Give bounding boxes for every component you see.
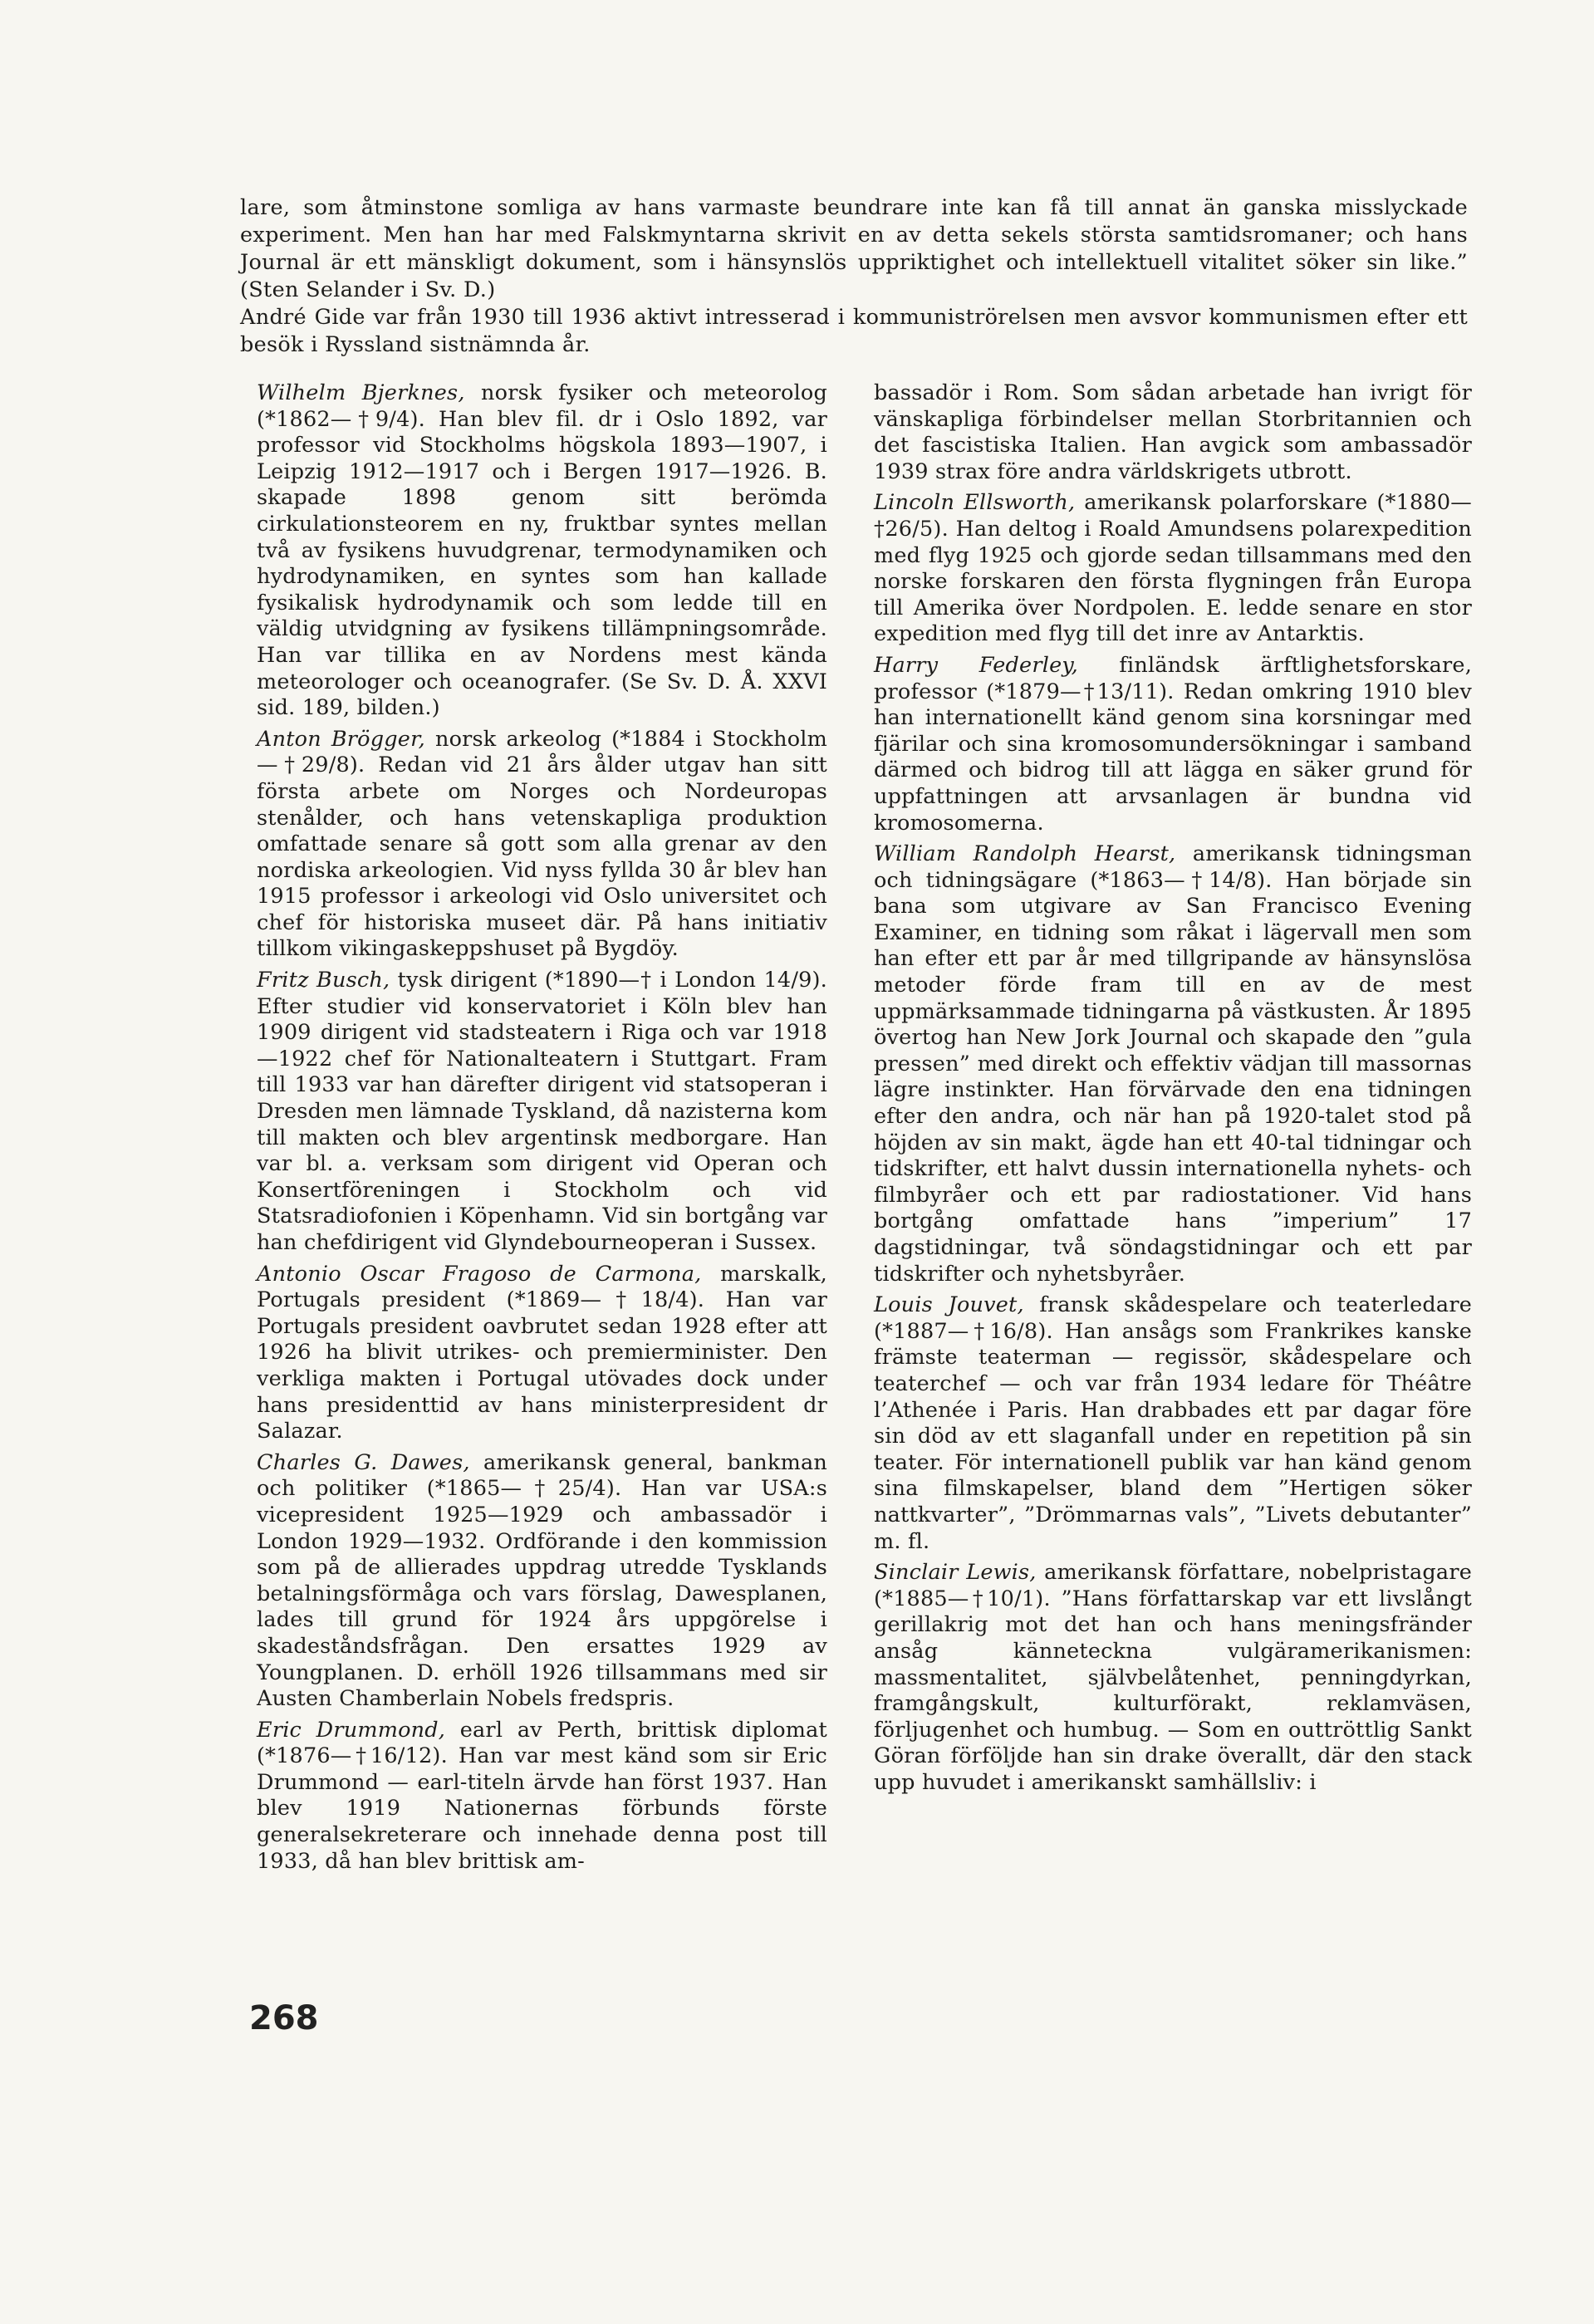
entry-text: amerikansk författare, nobelpristagare (*1885—†10/1). ”Hans författarskap var ett livslångt gerillakrig mot det han och hans meningsfränder ansåg känneteckna vulgäramerikanismen: massmentalitet, självbelåtenhet, penningdyrkan, framgångskult, kulturförakt, reklamväsen, förljugenhet och humbug. — Som en outtröttlig Sankt Göran förföljde han sin drake överallt, där den stack upp huvudet i amerikanskt samhällsliv: i	[874, 1560, 1472, 1795]
entry-name: Louis Jouvet,	[874, 1292, 1024, 1318]
entry-name: Anton Brögger,	[257, 726, 425, 752]
entry-name: Charles G. Dawes,	[257, 1449, 470, 1475]
entry-text: amerikansk polarforskare (*1880—†26/5). Han deltog i Roald Amundsens polarexpedition med flyg 1925 och gjorde sedan tillsammans med den norske forskaren den första flygningen från Europa till Amerika över Nordpolen. E. ledde senare en stor expedition med flyg till det inre av Antarktis.	[874, 490, 1473, 647]
entry-text: bassadör i Rom. Som sådan arbetade han ivrigt för vänskapliga förbindelser mellan Storbritannien och det fascistiska Italien. Han avgick som ambassadör 1939 strax före andra världskrigets utbrott.	[874, 380, 1472, 484]
left-column	[257, 380, 827, 1880]
obituary-entry	[874, 1292, 1472, 1555]
right-column	[874, 380, 1472, 1801]
intro-paragraph: lare, som åtminstone somliga av hans varmaste beundrare inte kan få till annat än ganska misslyckade experiment. Men han har med Falskmyntarna skrivit en av detta sekels största samtidsromaner; och hans Journal är ett mänskligt dokument, som i hänsynslös uppriktighet och intellektuell vitalitet söker sin like.” (Sten Selander i Sv. D.)	[240, 195, 1468, 302]
entry-text: earl av Perth, brittisk diplomat (*1876—†16/12). Han var mest känd som sir Eric Drummond — earl-titeln ärvde han först 1937. Han blev 1919 Nationernas förbunds förste generalsekreterare och innehade denna post till 1933, då han blev brittisk am-	[257, 1717, 827, 1874]
intro-paragraph: André Gide var från 1930 till 1936 aktivt intresserad i kommuniströrelsen men avsvor kommunismen efter ett besök i Ryssland sistnämnda år.	[240, 305, 1468, 357]
entry-text: norsk arkeolog (*1884 i Stockholm—†29/8). Redan vid 21 års ålder utgav han sitt första arbete om Norges och Nordeuropas stenålder, och hans vetenskapliga produktion omfattade senare så gott som alla grenar av den nordiska arkeologien. Vid nyss fyllda 30 år blev han 1915 professor i arkeologi vid Oslo universitet och chef för historiska museet där. På hans initiativ tillkom vikingaskeppshuset på Bygdöy.	[257, 726, 827, 962]
obituary-entry	[874, 1560, 1472, 1796]
entry-text: tysk dirigent (*1890—† i London 14/9). Efter studier vid konservatoriet i Köln blev han 1909 dirigent vid stadsteatern i Riga och var 1918—1922 chef för Nationalteatern i Stuttgart. Fram till 1933 var han därefter dirigent vid statsoperan i Dresden men lämnade Tyskland, då nazisterna kom till makten och blev argentinsk medborgare. Han var bl. a. verksam som dirigent vid Operan och Konsertföreningen i Stockholm och vid Statsradiofonien i Köpenhamn. Vid sin bortgång var han chefdirigent vid Glyndebourneoperan i Sussex.	[257, 968, 827, 1255]
entry-name: Wilhelm Bjerknes,	[257, 380, 465, 405]
entry-text: norsk fysiker och meteorolog (*1862—†9/4). Han blev fil. dr i Oslo 1892, var professor vid Stockholms högskola 1893—1907, i Leipzig 1912—1917 och i Bergen 1917—1926. B. skapade 1898 genom sitt berömda cirkulationsteorem en ny, fruktbar syntes mellan två av fysikens huvudgrenar, termodynamiken och hydrodynamiken, en syntes som han kallade fysikalisk hydrodynamik och som ledde till en väldig utvidgning av fysikens tillämpningsområde. Han var tillika en av Nordens mest kända meteorologer och oceanografer. (Se Sv. D. Å. XXVI sid. 189, bilden.)	[257, 380, 827, 721]
obituary-entry	[257, 727, 827, 963]
obituary-entry	[257, 380, 827, 722]
obituary-entry	[257, 1718, 827, 1875]
obituary-entry	[874, 841, 1472, 1287]
entry-name: Eric Drummond,	[257, 1717, 446, 1743]
obituary-entry	[874, 490, 1472, 648]
obituary-entry	[257, 1262, 827, 1445]
entry-text: fransk skådespelare och teaterledare (*1887—†16/8). Han ansågs som Frankrikes kanske främste teaterman — regissör, skådespelare och teaterchef — och var från 1934 ledare för Théâtre l’Athenée i Paris. Han drabbades ett par dagar före sin död av ett slaganfall under en repetition på sin teater. För internationell publik var han känd genom sina filmskapelser, bland dem ”Hertigen söker nattkvarter”, ”Drömmarnas vals”, ”Livets debutanter” m. fl.	[874, 1292, 1472, 1554]
page-number: 268	[249, 1999, 319, 2037]
entry-text: amerikansk tidningsman och tidningsägare (*1863—†14/8). Han började sin bana som utgivare av San Francisco Evening Examiner, en tidning som råkat i lägervall men som han efter ett par år med tillgripande av hänsynslösa metoder förde fram till en av de mest uppmärksammade tidningarna på västkusten. År 1895 övertog han New Jork Journal och skapade den ”gula pressen” med direkt och effektiv vädjan till massornas lägre instinkter. Han förvärvade den ena tidningen efter den andra, och när han på 1920-talet stod på höjden av sin makt, ägde han ett 40-tal tidningar och tidskrifter, ett halvt dussin internationella nyhets- och filmbyråer och ett par radiostationer. Vid hans bortgång omfattade hans ”imperium” 17 dagstidningar, två söndagstidningar och ett par tidskrifter och nyhetsbyråer.	[874, 841, 1472, 1287]
entry-name: Sinclair Lewis,	[874, 1560, 1037, 1586]
obituary-entry	[257, 1450, 827, 1713]
intro-text	[240, 194, 1468, 359]
entry-name: William Randolph Hearst,	[874, 841, 1176, 867]
entry-text: marskalk, Portugals president (*1869—†18/4). Han var Portugals president oavbrutet sedan 1928 efter att 1926 ha blivit utrikes- och premierminister. Den verkliga makten i Portugal utövades dock under hans presidenttid av hans ministerpresident dr Salazar.	[257, 1261, 827, 1444]
entry-name: Antonio Oscar Fragoso de Carmona,	[257, 1261, 702, 1287]
entry-name: Lincoln Ellsworth,	[874, 490, 1076, 516]
obituary-entry	[874, 380, 1472, 485]
obituary-entry	[874, 653, 1472, 836]
entry-text: finländsk ärftlighetsforskare, professor (*1879—†13/11). Redan omkring 1910 blev han internationellt känd genom sina korsningar med fjärilar och sina kromosomundersökningar i samband därmed och bidrog till att lägga en säker grund för uppfattningen att arvsanlagen är bundna vid kromosomerna.	[874, 652, 1472, 836]
entry-name: Harry Federley,	[874, 652, 1078, 678]
entry-name: Fritz Busch,	[257, 968, 390, 993]
entry-text: amerikansk general, bankman och politiker (*1865—†25/4). Han var USA:s vicepresident 1925—1929 och ambassadör i London 1929—1932. Ordförande i den kommission som på de allierades uppdrag utredde Tysklands betalningsförmåga och vars förslag, Dawesplanen, lades till grund för 1924 års uppgörelse i skadeståndsfrågan. Den ersattes 1929 av Youngplanen. D. erhöll 1926 tillsammans med sir Austen Chamberlain Nobels fredspris.	[257, 1449, 827, 1712]
obituary-entry	[257, 968, 827, 1257]
